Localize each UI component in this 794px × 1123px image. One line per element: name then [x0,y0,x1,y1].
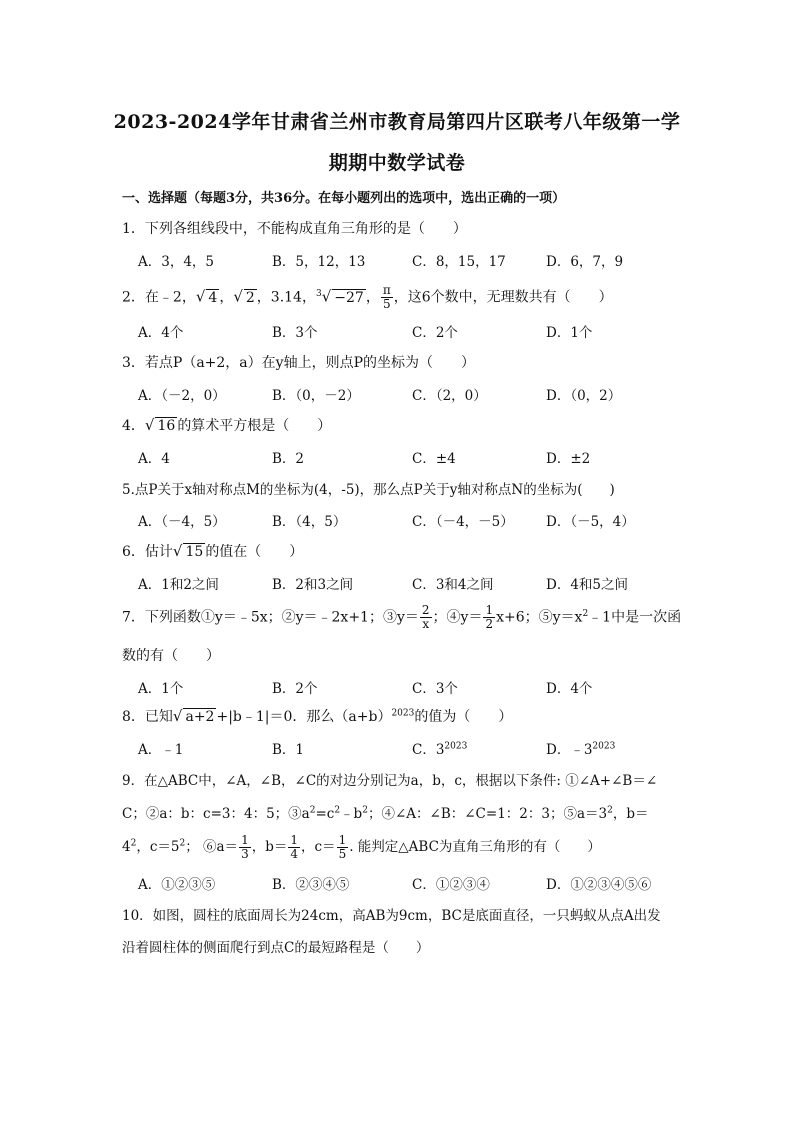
q8-radicand: a+2 [185,709,215,725]
q9-text: ﹣b [340,806,363,822]
q8-option-c-text: C．3 [412,742,445,758]
q3-option-c: C．（2，0） [412,388,487,404]
q1-option-c: C．8，15，17 [412,254,506,270]
question-9-stem-line-1: 9．在△ABC中，∠A，∠B，∠C的对边分别记为a，b，c，根据以下条件: ①∠A+∠B＝∠ [122,773,658,789]
fraction-denominator: 5 [382,297,391,311]
q7-text: 7．下列函数①y＝﹣5x；②y＝﹣2x+1；③y＝ [122,609,419,626]
q9-text: 4 [122,839,131,855]
q7-option-d: D．4个 [546,681,593,697]
q9-text: C；②a：b：c=3：4：5；③a [122,806,310,822]
q6-option-c: C．3和4之间 [412,577,494,593]
q9-option-d: D．①②③④⑤⑥ [546,877,652,893]
q3-option-d: D．（0，2） [546,388,622,404]
q5-option-d: D．（－5，4） [546,514,635,530]
fraction-denominator: 2 [485,617,494,631]
question-1-stem: 1．下列各组线段中，不能构成直角三角形的是（ ） [122,221,467,237]
q9-text: ；④∠A：∠B：∠C=1：2：3；⑤a＝3 [367,806,608,822]
question-8-stem [122,706,512,726]
q9-fraction-1 [239,834,251,861]
q2-option-d: D．1个 [546,325,593,341]
q8-option-b: B．1 [272,742,305,758]
q6-option-a: A．1和2之间 [138,577,219,593]
q9-fraction-2 [288,834,300,861]
question-10-stem-line-2: 沿着圆柱体的侧面爬行到点C的最短路程是（ ） [122,940,430,956]
question-9-stem-line-3 [122,834,601,861]
q1-option-d: D．6，7，9 [546,254,624,270]
fraction-numerator: 1 [485,603,494,617]
question-5-options [138,510,698,530]
question-8-options [138,738,698,758]
q9-exponent: 2 [309,805,316,816]
q9-exponent: 2 [607,805,613,816]
question-7-stem-line-2: 数的有（ ） [122,648,220,664]
question-2-options [138,321,698,341]
q8-option-d-text: D．﹣3 [546,742,593,758]
q9-exponent: 2 [334,805,341,816]
q2-option-b: B．3个 [272,325,318,341]
fraction-numerator: π [382,283,391,297]
q9-option-c: C．①②③④ [412,877,490,893]
q9-option-b: B．②③④⑤ [272,877,350,893]
q9-text: ； ⑥a＝ [185,839,239,855]
fraction-numerator: 1 [290,833,298,847]
question-3-stem: 3．若点P（a+2，a）在y轴上，则点P的坐标为（ ） [122,355,475,371]
q9-text: ，c＝ [301,839,336,855]
q2-fraction [381,284,393,311]
exam-title-line-2: 期期中数学试卷 [328,152,466,174]
sqrt-symbol: √ [172,707,183,725]
fraction-denominator: 5 [338,847,347,861]
question-7-stem-line-1 [122,604,681,631]
q5-option-c: C．（－4，－5） [412,514,514,530]
q1-option-b: B．5，12，13 [272,254,366,270]
fraction-denominator: 3 [241,847,249,861]
q8-option-c [412,738,467,758]
q2-cube-index: 3 [315,288,322,299]
q4-option-d: D．±2 [546,451,591,467]
q1-option-a: A．3，4，5 [138,254,215,270]
q6-text: 的值在（ ） [205,544,304,560]
q6-text: 6．估计 [122,544,173,560]
q9-option-a: A．①②③⑤ [138,877,216,893]
fraction-numerator: 1 [241,833,249,847]
q2-text: ， [365,289,380,306]
fraction-denominator: 4 [290,847,298,861]
fraction-denominator: x [422,617,430,631]
question-4-stem [122,415,331,435]
question-6-stem [122,541,303,561]
question-9-options [138,873,698,893]
sqrt-symbol: √ [172,542,183,560]
question-5-stem: 5.点P关于x轴对称点M的坐标为(4，-5)，那么点P关于y轴对称点N的坐标为( ) [122,482,615,498]
q6-option-b: B．2和3之间 [272,577,354,593]
q2-radicand-2: 2 [245,289,255,306]
sqrt-symbol: √ [144,416,155,434]
fraction-numerator: 1 [338,833,347,847]
q4-option-b: B．2 [272,451,305,467]
q8-text: 的值为（ ） [414,709,513,725]
q9-text: ，c＝5 [136,839,180,855]
q7-text: ；④y＝ [432,609,483,626]
question-1-options [138,250,698,270]
q9-text: ，b＝ [251,839,288,855]
q2-text: ，3.14， [256,289,316,306]
q7-text: ﹣1中是一次函 [588,609,682,626]
question-4-options [138,447,698,467]
question-6-options [138,573,698,593]
question-3-options [138,384,698,404]
q7-option-c: C．3个 [412,681,458,697]
q3-option-a: A．（－2，0） [138,388,226,404]
section-heading-choice: 一、选择题（每题3分，共36分。在每小题列出的选项中，选出正确的一项） [122,191,566,206]
q6-radicand: 15 [185,544,204,560]
q4-text: 4． [122,418,145,434]
q2-text: 2．在﹣2， [122,289,196,306]
q7-option-a: A．1个 [138,681,184,697]
q8-option-d-exponent: 2023 [592,741,616,752]
q4-radicand: 16 [157,418,176,434]
q4-option-c: C．±4 [412,451,456,467]
question-2-stem [122,284,613,311]
q8-option-c-exponent: 2023 [444,741,468,752]
q8-option-d [546,738,615,758]
q9-exponent: 2 [362,805,368,816]
question-10-stem-line-1: 10．如图，圆柱的底面周长为24cm，高AB为9cm，BC是底面直径，一只蚂蚁从点A出发 [122,908,661,924]
q2-radicand-3: −27 [334,289,364,306]
question-7-options [138,677,698,697]
q7-fraction-2 [483,604,495,631]
q8-text: +|b﹣1|＝0．那么（a+b） [216,709,392,725]
q7-exponent: 2 [582,608,589,619]
q2-option-a: A．4个 [138,325,184,341]
q6-option-d: D．4和5之间 [546,577,629,593]
question-9-stem-line-2 [122,802,649,822]
q9-exponent: 2 [179,838,186,849]
q8-text: 8．已知 [122,709,173,725]
q2-text: ，这6个数中，无理数共有（ ） [393,289,613,306]
q9-fraction-3 [337,834,349,861]
q8-option-a: A．﹣1 [138,742,184,758]
q7-text: x+6；⑤y＝x [496,609,583,626]
q9-exponent: 2 [130,838,137,849]
q9-text: ，b＝ [612,806,649,822]
q5-option-b: B．（4，5） [272,514,347,530]
q9-text: =c [315,806,335,822]
q4-option-a: A．4 [138,451,170,467]
q7-option-b: B．2个 [272,681,318,697]
exam-title-line-1: 2023-2024学年甘肃省兰州市教育局第四片区联考八年级第一学 [113,111,681,133]
q2-text: ， [219,289,234,306]
sqrt-symbol: √ [233,287,243,306]
q7-fraction-1 [420,604,432,631]
sqrt-symbol: √ [195,287,206,306]
cbrt-symbol: √ [321,287,332,306]
q4-text: 的算术平方根是（ ） [177,418,332,434]
q9-text: . 能判定△ABC为直角三角形的有（ ） [349,839,601,855]
q5-option-a: A．（－4，5） [138,514,226,530]
q3-option-b: B．（0，－2） [272,388,360,404]
q2-radicand-1: 4 [208,289,218,306]
q2-option-c: C．2个 [412,325,458,341]
q8-exponent: 2023 [391,708,415,719]
fraction-numerator: 2 [421,603,430,617]
